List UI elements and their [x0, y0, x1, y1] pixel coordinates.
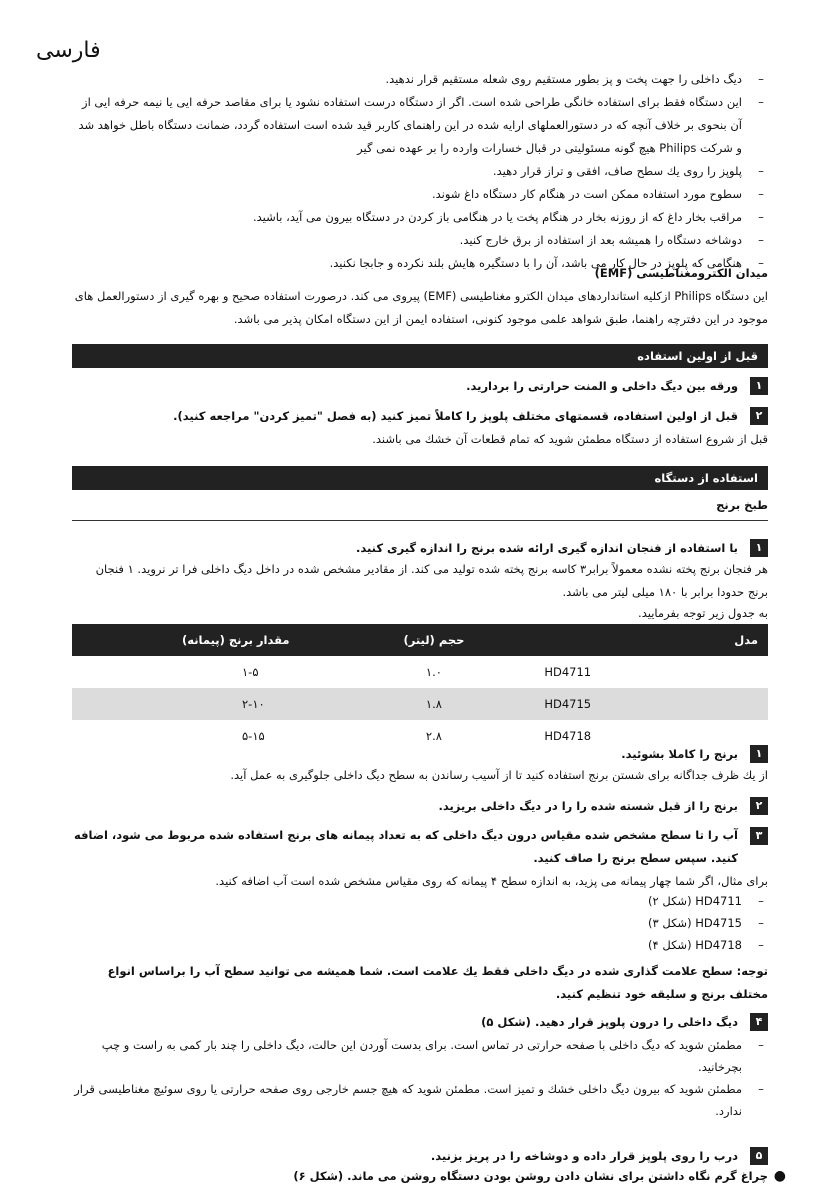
rice-cup-paragraph: هر فنجان برنج پخته نشده معمولاً برابر۳ كاسه برنج پخته شده تولید می كند. از مقادیر مشخص شده در داخل دیگ داخلی فرا تر نروید. ۱ فنجان برنج حدودا برابر با ۱۸۰ میلی لیتر می باشد. [95, 562, 768, 599]
list-item: – این دستگاه فقط برای استفاده خانگی طراحی شده است. اگر از دستگاه درست استفاده نشود یا برای مقاصد حرفه ایی یا نیمه حرفه ایی از آن بنحوی بر خلاف آنچه که در دستورالعملهای ارایه شده در این راهنمای کاربر قید شده است استفاده گردد، ضمانت دستگاه باطل خواهد شد و شرکت Philips هیچ گونه مسئولیتی در قبال خسارات وارده را بر عهده نمی گیر [78, 95, 764, 155]
figure-reference-list [72, 890, 768, 956]
section-bar-before-first-use: قبل از اولین استفاده [72, 344, 768, 368]
section-bar-using: استفاده از دستگاه [72, 466, 768, 490]
list-item: – HD4718 (شكل ۴) [648, 938, 764, 952]
list-item: – HD4711 (شكل ۲) [648, 894, 764, 908]
table-row: HD4718 ۲.۸ ۵-۱۵ [242, 729, 592, 743]
step-number: ۵ [750, 1147, 768, 1165]
page-content [72, 0, 786, 1192]
wash-note: از یك ظرف جداگانه برای شستن برنج استفاده كنید تا از آسیب رساندن به سطح دیگ داخلی جلوگیری به عمل آید. [230, 768, 768, 782]
step-item: ۳ آب را تا سطح مشخص شده مقیاس درون دیگ داخلی كه به تعداد پیمانه های برنج استفاده شده مربوط می شود، اضافه كنید. سپس سطح برنج را صاف كنید. [72, 824, 768, 870]
step-item: ۱ با استفاده از فنجان اندازه گیری ارائه شده برنج را اندازه گیری كنید. [72, 536, 768, 560]
emf-body: این دستگاه Philips ازكلیه استانداردهای میدان الكترو مغناطیسی (EMF) پیروی می كند. درصورت استفاده صحیح و بهره گیری از دستورالعمل های موجود در این دفترچه راهنما، طبق شواهد علمی موجود كنونی، استفاده ایمن از این دستگاه امكان پذیر می باشد. [74, 289, 768, 326]
list-item: – مراقب بخار داغ كه از روزنه بخار در هنگام پخت یا در هنگامی باز كردن در دستگاه بیرون می آید، باشید. [252, 210, 764, 224]
step-item: ۱ برنج را كاملا بشوئید. [72, 742, 768, 766]
list-item: – HD4715 (شكل ۳) [648, 916, 764, 930]
step-item: ۲ قبل از اولین استفاده، قسمتهای مختلف پلوپز را كاملاً تمیز كنید (به فصل "تمیز كردن" مراجعه كنید). [72, 404, 768, 428]
water-level-example: برای مثال، اگر شما چهار پیمانه می پزید، به اندازه سطح ۴ پیمانه كه روی مقیاس مشخص شده است آب اضافه كنید. [215, 874, 768, 888]
column-header-volume: حجم (لیتر) [330, 624, 539, 656]
step-item: ۴ دیگ داخلی را درون پلوپز قرار دهید. (شكل ۵) [72, 1010, 768, 1034]
list-item: – پلوپز را روی یك سطح صاف، افقی و تراز قرار دهید. [492, 164, 764, 178]
list-item: – هنگامی كه پلوپز در حال كار می باشد، آن را با دستگیره هایش بلند نكرده و جابجا نكنید. [329, 256, 764, 270]
step-number: ۲ [750, 797, 768, 815]
table-row: HD4715 ۱.۸ ۲-۱۰ [72, 688, 768, 720]
list-item: – مطمئن شوید كه دیگ داخلی با صفحه حرارتی در تماس است. برای بدست آوردن این حالت، دیگ داخلی را چند بار كمی به راست و چپ بچرخانید. [101, 1038, 764, 1074]
inner-pot-checks [72, 1034, 768, 1122]
safety-list [72, 68, 768, 275]
subheading-rice: طبخ برنج [72, 498, 768, 521]
emf-section [72, 262, 768, 331]
list-item: – دوشاخه دستگاه را همیشه بعد از استفاده از برق خارج كنید. [459, 233, 764, 247]
before-use-note: قبل از شروع استفاده از دستگاه مطمئن شوید كه تمام قطعات آن خشك می باشند. [372, 432, 768, 446]
step-number: ۲ [750, 407, 768, 425]
table-reference: به جدول زیر توجه بفرمایید. [638, 606, 768, 620]
step-number: ۱ [750, 377, 768, 395]
emf-heading: میدان الكترومغناطیسی (EMF) [594, 266, 768, 280]
step-number: ۱ [750, 745, 768, 763]
step-note: چراغ گرم نگاه داشتن برای نشان دادن روشن بودن دستگاه روشن می ماند. (شكل ۶) ● [72, 1164, 768, 1188]
list-item: – دیگ داخلی را جهت پخت و پز بطور مستقیم روی شعله مستقیم قرار ندهید. [385, 72, 764, 86]
water-level-note: توجه: سطح علامت گذاری شده در دیگ داخلی فقط یك علامت است. شما همیشه می توانید سطح آب را براساس انواع مختلف برنج و سلیقه خود تنظیم كنید. [107, 964, 768, 1001]
step-item: ۵ درب را روی پلوپز قرار داده و دوشاخه را در پریز بزنید. [72, 1144, 768, 1168]
table-header-row [72, 624, 768, 656]
column-header-model: مدل [538, 624, 768, 656]
list-item: – سطوح مورد استفاده ممكن است در هنگام كار دستگاه داغ شوند. [431, 187, 764, 201]
step-number: ۱ [750, 539, 768, 557]
step-item: ۲ برنج را از قبل شسته شده را را در دیگ داخلی بریزید. [72, 794, 768, 818]
model-capacity-table [72, 624, 768, 752]
list-item: – مطمئن شوید كه بیرون دیگ داخلی خشك و تمیز است. مطمئن شوید كه هیچ جسم خارجی روی صفحه حرارتی یا روی سوئیچ مغناطیسی قرار ندارد. [74, 1082, 764, 1118]
step-item: ۱ ورقه بین دیگ داخلی و المنت حرارتی را بردارید. [72, 374, 768, 398]
bullet-dot-icon: ● [773, 1168, 786, 1184]
table-row: HD4711 ۱.۰ ۱-۵ [242, 665, 592, 679]
step-number: ۴ [750, 1013, 768, 1031]
language-title: فارسی [36, 38, 101, 63]
step-number: ۳ [750, 827, 768, 845]
column-header-amount: مقدار برنج (پیمانه) [72, 624, 330, 656]
